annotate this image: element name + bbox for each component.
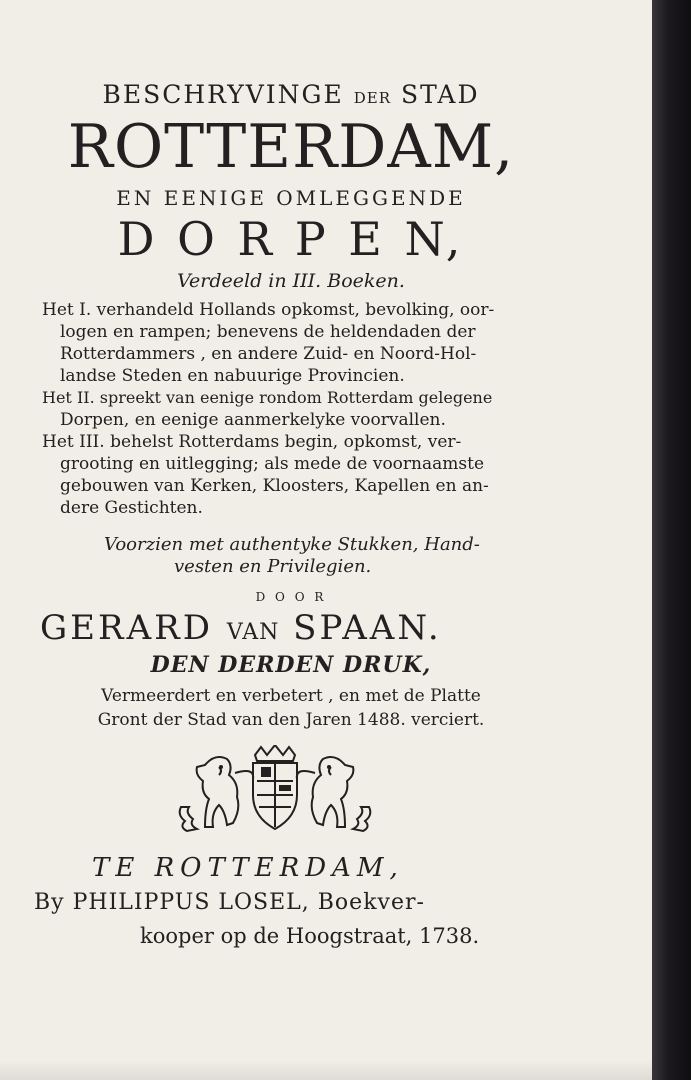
author-last-name: SPAAN. (293, 608, 442, 648)
left-lion-icon (197, 757, 239, 827)
improved-line: Gront der Stad van den Jaren 1488. verciert. (97, 710, 485, 730)
contents-line: grooting en uitlegging; als mede de voornaamste (60, 454, 485, 474)
subheading: EN EENIGE OMLEGGENDE (116, 186, 466, 210)
imprint-place: TE ROTTERDAM, (92, 853, 404, 883)
contents-line: Het II. spreekt van eenige rondom Rotterdam gelegene (42, 388, 493, 407)
author-van: VAN (226, 620, 280, 645)
contents-line: Het III. behelst Rotterdams begin, opkomst, ver- (42, 432, 462, 452)
contents-line: logen en rampen; benevens de heldendaden der (60, 322, 476, 342)
city-title: ROTTERDAM, (67, 112, 515, 182)
divided-line: Verdeeld in III. Boeken. (177, 270, 405, 292)
heading-stad: STAD (400, 80, 480, 109)
imprint-address-line: kooper op de Hoogstraat, 1738. (140, 924, 480, 948)
contents-line: Rotterdammers , en andere Zuid- en Noord-Hol- (60, 344, 477, 364)
provided-line: vesten en Privilegien. (174, 556, 372, 577)
contents-line: landse Steden en nabuurige Provincien. (60, 366, 405, 386)
villages-title: D O R P E N, (117, 212, 465, 266)
imprint-publisher-line: By PHILIPPUS LOSEL, Boekver- (34, 890, 425, 915)
heading-prefix: BESCHRYVINGE (102, 80, 344, 109)
contents-line: dere Gestichten. (60, 498, 203, 518)
author-first-name: GERARD (40, 608, 213, 648)
improved-line: Vermeerdert en verbetert , en met de Platte (101, 686, 481, 706)
author-line (40, 608, 442, 648)
page-bottom-shadow (0, 1060, 652, 1080)
edition-line: DEN DERDEN DRUK, (150, 652, 432, 678)
door-label: D O O R (255, 590, 327, 604)
contents-line: Het I. verhandeld Hollands opkomst, bevolking, oor- (42, 300, 495, 320)
heading-der: DER (353, 89, 391, 107)
right-lion-icon (312, 757, 354, 827)
contents-line: Dorpen, en eenige aanmerkelyke voorvallen. (60, 410, 446, 430)
contents-line: gebouwen van Kerken, Kloosters, Kapellen en an- (60, 476, 489, 496)
heading-line (0, 80, 582, 109)
book-edge (652, 0, 691, 1080)
provided-line: Voorzien met authentyke Stukken, Hand- (104, 534, 480, 555)
coat-of-arms-emblem (175, 745, 375, 835)
